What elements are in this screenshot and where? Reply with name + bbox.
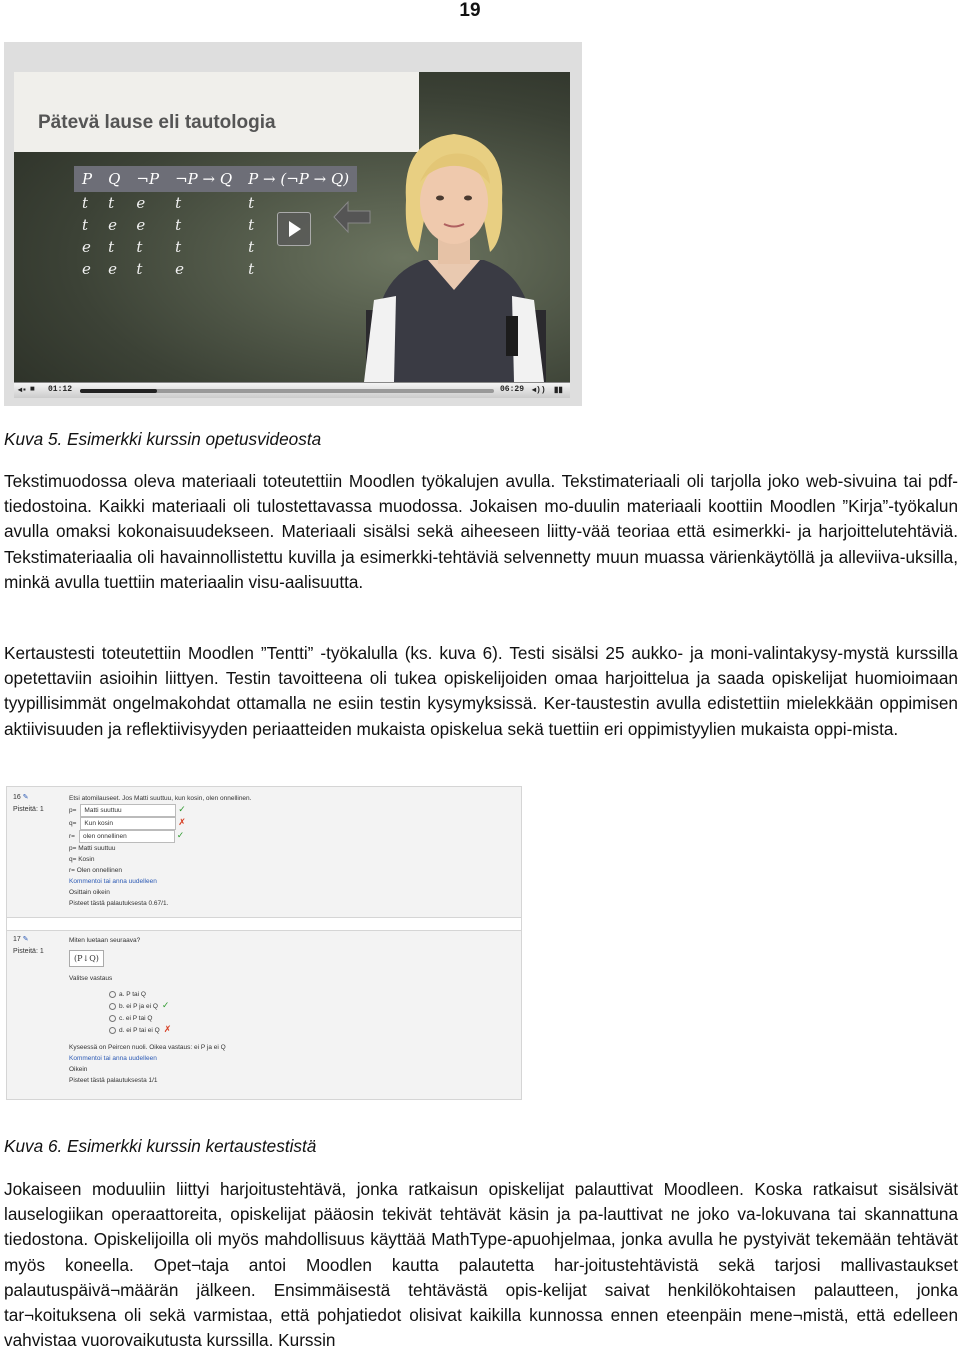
table-cell: t (248, 238, 255, 256)
table-cell: t (136, 238, 143, 256)
slide-title: Pätevä lause eli tautologia (38, 112, 276, 133)
paragraph-2: Kertaustesti toteutettiin Moodlen ”Tentti” -työkalulla (ks. kuva 6). Testi sisälsi 25 aukko- ja moni-valintakysy-mystä kurssilla opetettaviin asioihin liittyen. Testin tavoitteena oli tukea opiskelijoiden omaa harjoittelua ja saada opiskelijat huomioimaan tyypillisimmät ongelmakohdat ottamalla ne esiin testin kysymyksissä. Ker-taustestin avulla edistettiin mielekkään oppimisen aktiivisuuden ja reflektiivisyyden periaatteiden mukaista opiskelua sekä tuettiin eri oppimistyylien mukaista oppi-mista. (4, 643, 958, 739)
table-cell: t (248, 260, 255, 278)
table-cell: e (175, 260, 184, 278)
formula: (P↓Q) (69, 950, 104, 967)
fullscreen-icon[interactable]: ▮▮ (554, 386, 563, 395)
question-score: Pisteet tästä palautuksesta 0.67/1. (69, 900, 169, 907)
correct-line: p= Matti suuttuu (69, 845, 116, 852)
cross-icon: ✗ (163, 1024, 172, 1034)
question-status: Oikein (69, 1066, 88, 1073)
volume-icon[interactable]: ◂)) (532, 386, 546, 395)
table-cell: t (248, 216, 255, 234)
table-cell: e (82, 260, 91, 278)
time-total: 06:29 (500, 385, 525, 394)
table-cell: t (175, 238, 182, 256)
answer-option[interactable] (109, 988, 226, 1000)
question-feedback: Kyseessä on Peircen nuoli. Oikea vastaus: ei P ja ei Q (69, 1044, 226, 1051)
radio-button[interactable] (109, 1003, 116, 1010)
play-icon[interactable] (277, 212, 311, 246)
radio-button[interactable] (109, 1015, 116, 1022)
question-prompt: Etsi atomilauseet. Jos Matti suuttuu, kun kosin, olen onnellinen. (69, 795, 252, 802)
answer-row: q= Kun kosin ✗ (69, 817, 251, 830)
select-label: Valitse vastaus (69, 975, 113, 982)
question-body (69, 935, 226, 1086)
table-cell: t (108, 194, 115, 212)
question-points: Pisteitä: 1 (13, 948, 44, 955)
page-number: 19 (459, 0, 481, 21)
answer-input[interactable]: olen onnellinen (79, 830, 175, 843)
table-cell: t (175, 216, 182, 234)
video-figure (4, 42, 582, 406)
answer-row: p= Matti suuttuu ✓ (69, 804, 251, 817)
figure6-caption: Kuva 6. Esimerkki kurssin kertaustestistä (4, 1136, 317, 1156)
video-controls (14, 382, 570, 398)
table-row (74, 214, 357, 236)
option-label: b. ei P ja ei Q (119, 1003, 158, 1010)
table-row (74, 258, 357, 280)
video-player[interactable] (14, 72, 570, 398)
option-label: c. ei P tai Q (119, 1015, 153, 1022)
quiz-figure (6, 786, 522, 1100)
question-status: Osittain oikein (69, 889, 110, 896)
option-label: d. ei P tai ei Q (119, 1027, 160, 1034)
table-cell: e (108, 260, 117, 278)
answer-option[interactable] (109, 1000, 226, 1012)
cross-icon: ✗ (178, 817, 186, 827)
table-header: ¬P → Q (167, 166, 240, 192)
table-cell: t (136, 260, 143, 278)
answer-option[interactable] (109, 1012, 226, 1024)
table-cell: t (175, 194, 182, 212)
check-icon: ✓ (176, 830, 185, 840)
table-cell: t (82, 216, 89, 234)
time-current: 01:12 (48, 385, 73, 394)
table-header: P → (¬P → Q) (240, 166, 357, 192)
check-icon: ✓ (161, 1000, 170, 1010)
quiz-question-17 (7, 929, 521, 1099)
comment-link[interactable]: Kommentoi tai anna uudelleen (69, 878, 157, 885)
table-cell: e (136, 216, 146, 234)
table-cell: e (136, 194, 146, 212)
truth-table (74, 166, 357, 280)
figure5-caption: Kuva 5. Esimerkki kurssin opetusvideosta (4, 429, 322, 449)
progress-bar[interactable] (80, 389, 494, 393)
table-cell: t (248, 194, 255, 212)
paragraph-3: Jokaiseen moduuliin liittyi harjoitustehtävä, jonka ratkaisun opiskelijat palauttivat Moodleen. Koska ratkaisut sisälsivät lauselogiikan operaattoreita, opiskelijat pääosin tekivät tehtävät käsin ja pa-lauttivat ne joko va-lokuvana tai skannattuna tiedostona. Opiskelijoilla oli myös mahdollisuus käyttää MathType-apuohjelmaa, jonka avulla he pystyivät tekemään tehtävät myös koneella. Opet¬taja antoi Moodlen kautta palautetta har-joitustehtävistä sekä tarjosi mallivastaukset palautuspäivä¬määrän jälkeen. Ensimmäisestä tehtävästä opis-kelijat saivat henkilökohtaisen palautteen, jonka tar¬koituksena oli sekä varmistaa, että pohjatiedot olisivat kaikilla kunnossa ennen eteenpäin mene¬mistä, että edelleen vahvistaa vuorovaikutusta kurssilla. Kurssin (4, 1179, 958, 1351)
correct-line: r= Olen onnellinen (69, 867, 122, 874)
table-header: ¬P (128, 166, 167, 192)
answer-input[interactable]: Matti suuttuu (80, 804, 176, 817)
question-body (69, 793, 251, 909)
answer-options (69, 988, 226, 1036)
radio-button[interactable] (109, 1027, 116, 1034)
correct-line: q= Kosin (69, 856, 95, 863)
option-label: a. P tai Q (119, 991, 146, 998)
table-header: P (74, 166, 100, 192)
table-header: Q (100, 166, 128, 192)
stop-icon[interactable]: ■ (30, 385, 35, 394)
comment-link[interactable]: Kommentoi tai anna uudelleen (69, 1055, 157, 1062)
table-row (74, 236, 357, 258)
radio-button[interactable] (109, 991, 116, 998)
progress-fill (80, 389, 157, 393)
question-number: 16 ✎ (13, 794, 29, 801)
question-prompt: Miten luetaan seuraava? (69, 937, 141, 944)
answer-input[interactable]: Kun kosin (80, 817, 176, 830)
table-cell: e (82, 238, 91, 256)
presenter-image (354, 120, 554, 382)
check-icon: ✓ (178, 804, 186, 814)
table-cell: t (82, 194, 89, 212)
question-number: 17 ✎ (13, 936, 29, 943)
rewind-icon[interactable]: ◂▪ (18, 386, 27, 395)
table-row (74, 192, 357, 214)
answer-option[interactable] (109, 1024, 226, 1036)
table-cell: t (108, 238, 115, 256)
table-cell: e (108, 216, 117, 234)
question-score: Pisteet tästä palautuksesta 1/1 (69, 1077, 158, 1084)
answer-row: r= olen onnellinen ✓ (69, 830, 251, 843)
paragraph-1: Tekstimuodossa oleva materiaali toteutettiin Moodlen työkalujen avulla. Tekstimateriaali oli tarjolla joko web-sivuina tai pdf-tiedostoina. Kaikki materiaali oli tulostettavassa muodossa. Jokaisen mo-duulin materiaali koottiin Moodlen ”Kirja”-työkalun avulla omaksi kokonaisuudekseen. Materiaali sisälsi sekä aiheeseen liitty-vää teoriaa että esimerkki- ja harjoittelutehtäviä. Tekstimateriaalia oli havainnollistettu kuvilla ja esimerkki-tehtäviä selvennetty muun muassa värienkäytöllä ja alleviiva-uksilla, minkä avulla tuettiin materiaalin visu-aalisuutta. (4, 471, 958, 592)
quiz-question-16 (7, 787, 521, 917)
question-points: Pisteitä: 1 (13, 806, 44, 813)
